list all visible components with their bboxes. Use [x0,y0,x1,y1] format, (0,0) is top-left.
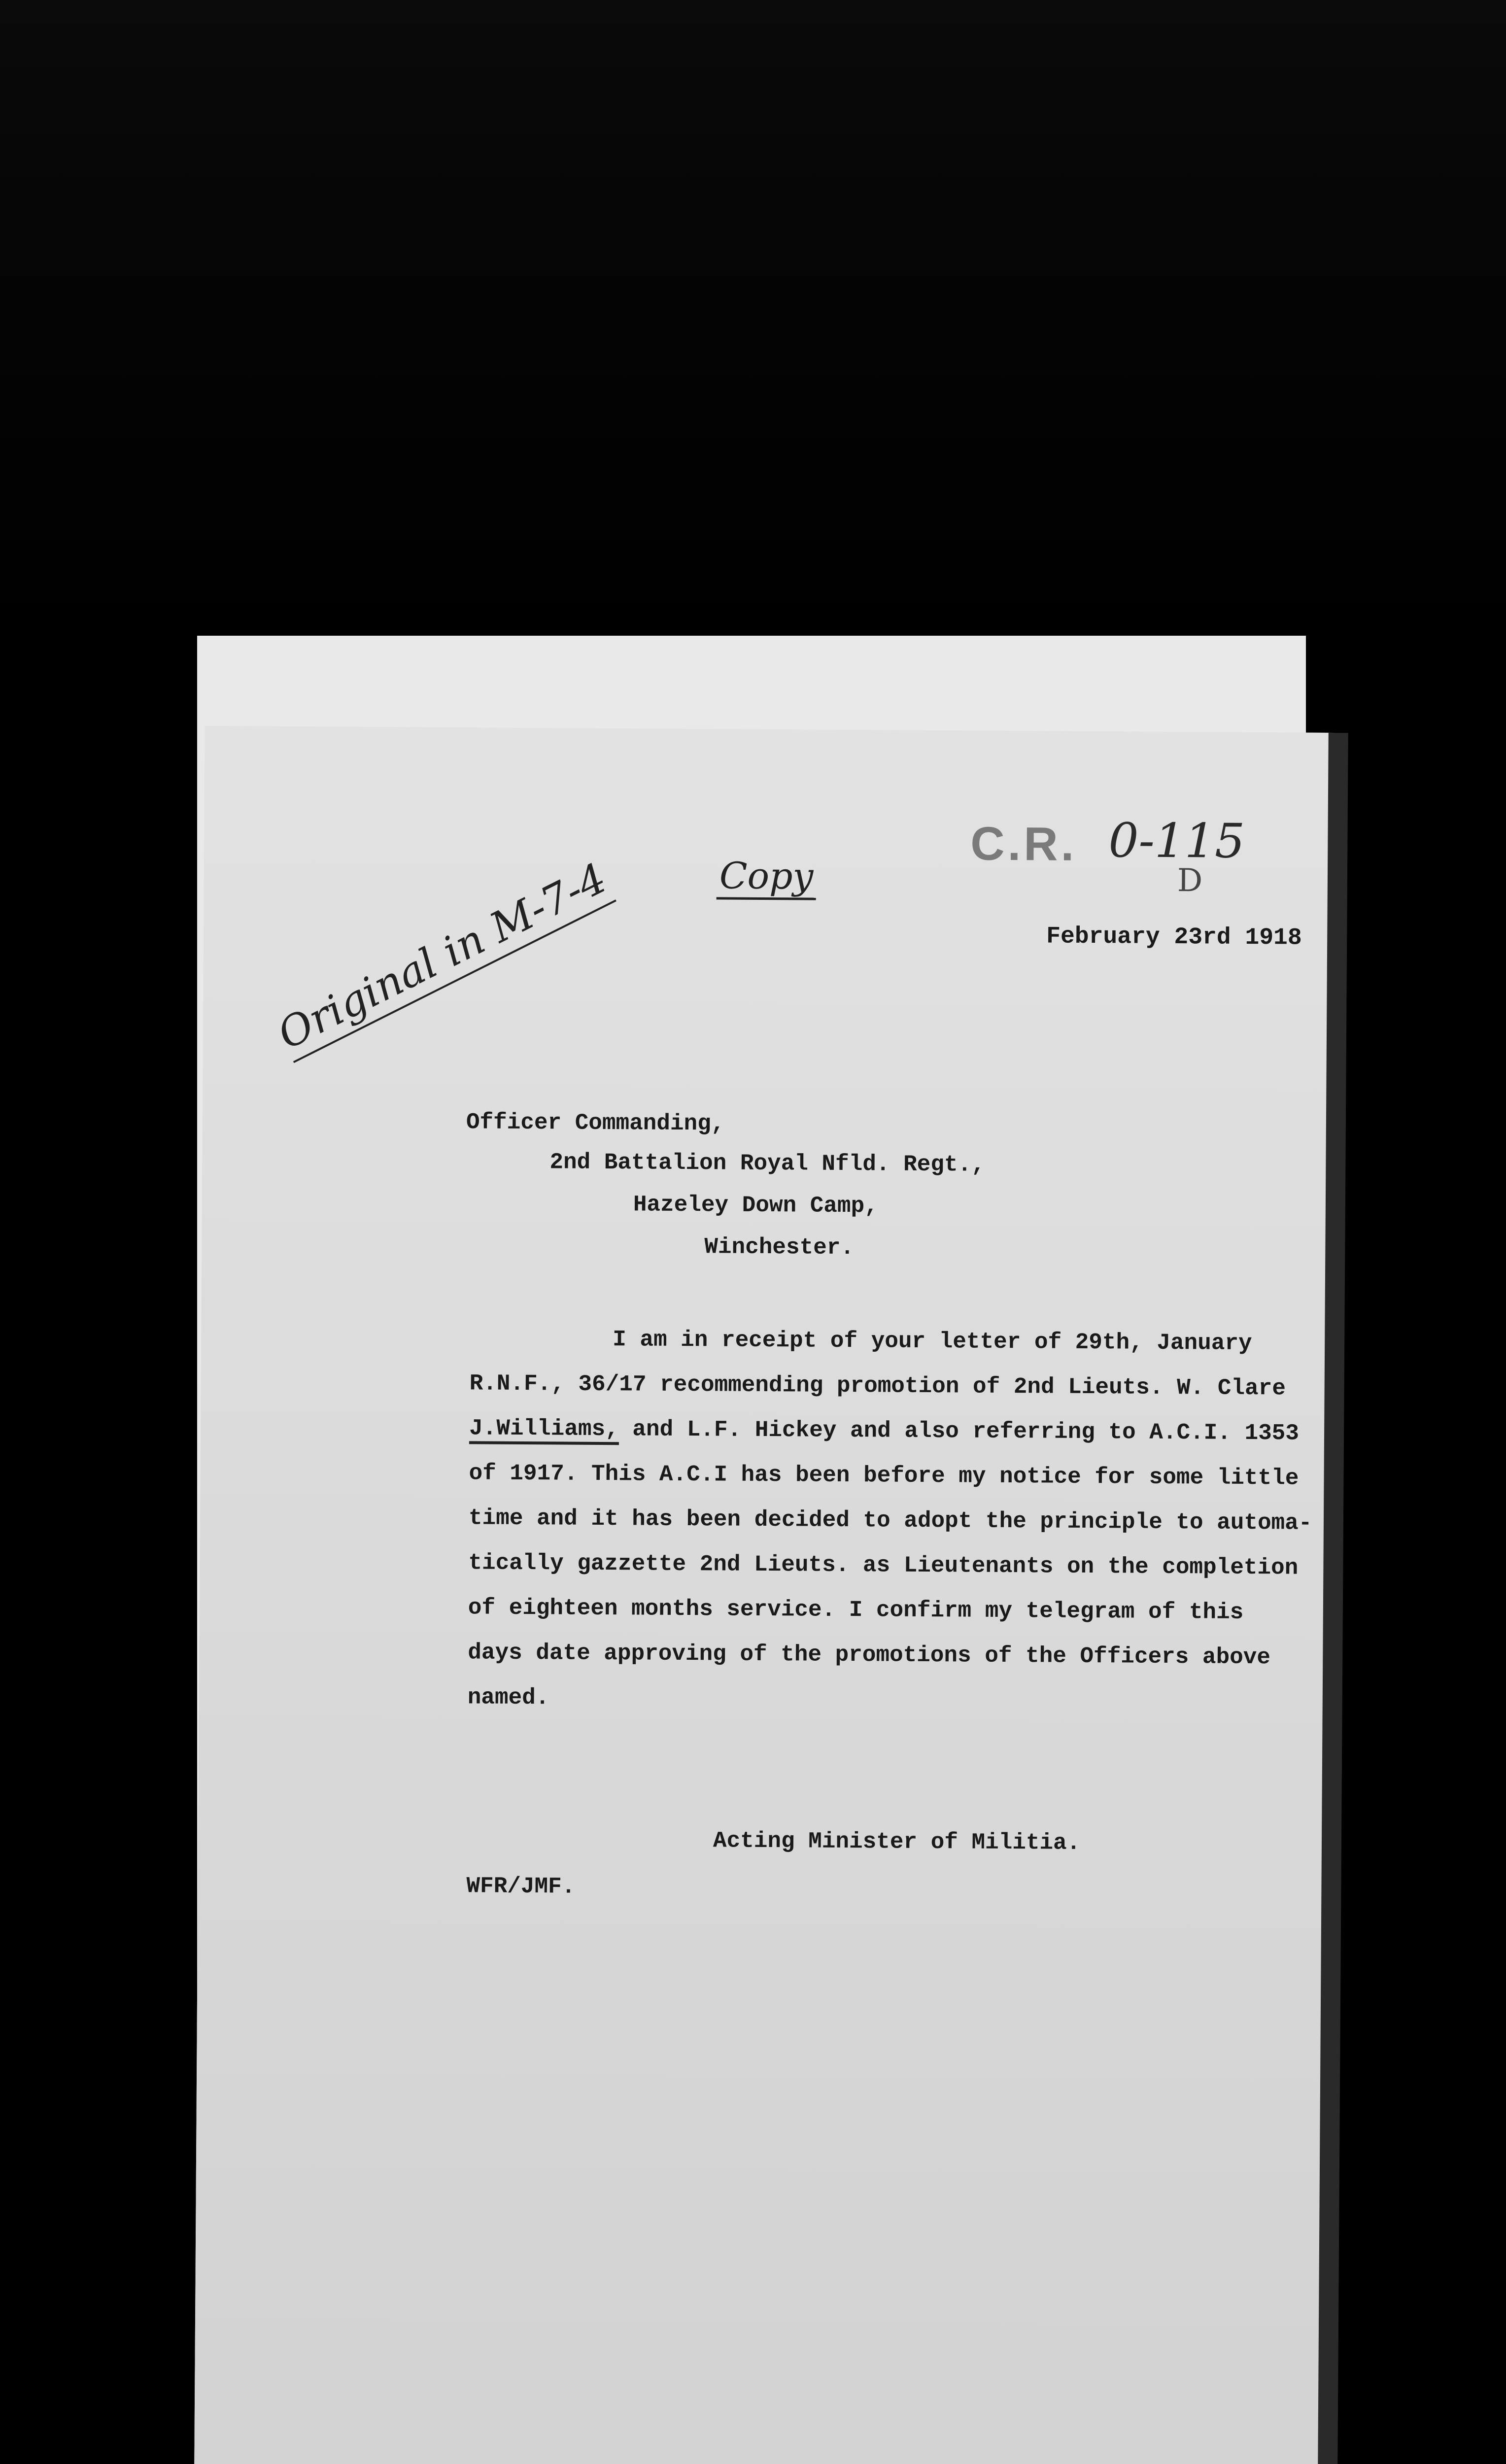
letter-body [467,1316,1337,1725]
signature-line: Acting Minister of Militia. [713,1828,1081,1856]
cr-stamp: C.R. [970,817,1077,871]
body-line: tically gazzette 2nd Lieuts. as Lieutenants on the completion [468,1550,1299,1581]
recipient-line-3: Hazeley Down Camp, [633,1192,878,1219]
recipient-line-2: 2nd Battalion Royal Nfld. Regt., [549,1149,985,1178]
body-line: of eighteen months service. I confirm my telegram of this [468,1595,1244,1625]
file-number-handwritten: 0-115 [1108,813,1245,869]
body-line: R.N.F., 36/17 recommending promotion of 2nd Lieuts. W. Clare [469,1370,1286,1402]
original-location-annotation: Original in M-7-4 [270,854,616,1063]
body-line: named. [467,1684,549,1711]
letter-page [194,726,1334,2464]
recipient-line-1: Officer Commanding, [466,1109,725,1137]
letter-date: February 23rd 1918 [1046,923,1302,952]
copy-annotation: Copy [717,855,817,900]
file-mark-handwritten: D [1177,862,1203,899]
scan-background [0,0,1506,641]
recipient-line-4: Winchester. [704,1234,855,1261]
typist-initials: WFR/JMF. [466,1873,576,1900]
body-line: time and it has been decided to adopt the principle to automa- [468,1505,1312,1536]
body-line-rest: and L.F. Hickey and also referring to A.C.I. 1353 [618,1416,1300,1446]
body-line: days date approving of the promotions of the Officers above [468,1640,1271,1671]
body-line [469,1406,1337,1456]
underlined-name: J.Williams, [469,1415,619,1445]
body-line: I am in receipt of your letter of 29th, January [613,1327,1252,1357]
body-line: of 1917. This A.C.I has been before my notice for some little [469,1460,1299,1491]
